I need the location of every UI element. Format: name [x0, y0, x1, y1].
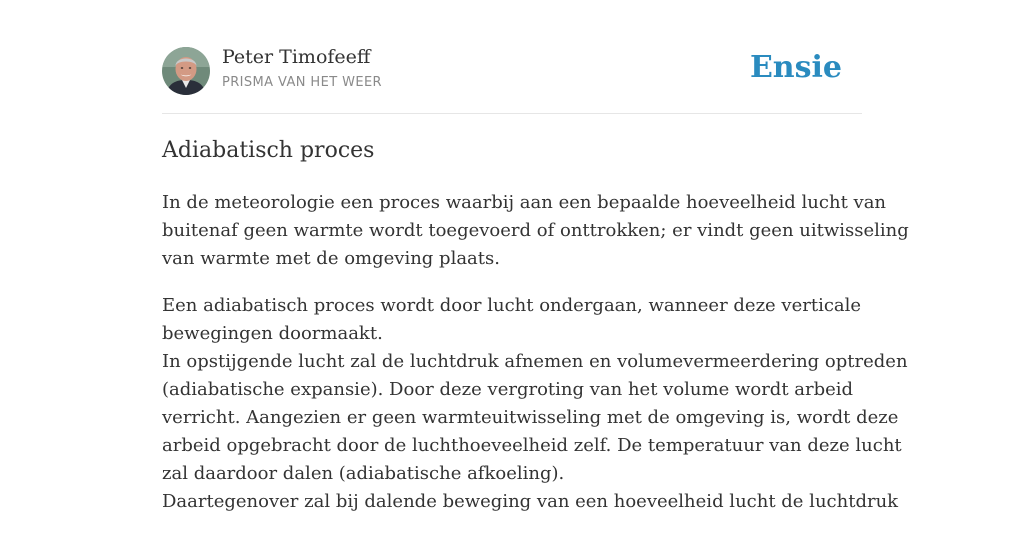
text-line: zal daardoor dalen (adiabatische afkoeling).: [162, 463, 565, 484]
text-line: arbeid opgebracht door de luchthoeveelheid zelf. De temperatuur van deze lucht: [162, 435, 902, 456]
text-line: In de meteorologie een proces waarbij aan een bepaalde hoeveelheid lucht van: [162, 192, 887, 213]
text-line: Een adiabatisch proces wordt door lucht ondergaan, wanneer deze verticale: [162, 295, 862, 316]
article-body: [162, 189, 909, 535]
article-header: [162, 0, 862, 114]
text-line: In opstijgende lucht zal de luchtdruk afnemen en volumevermeerdering optreden: [162, 351, 908, 372]
text-line: bewegingen doormaakt.: [162, 323, 383, 344]
text-line: (adiabatische expansie). Door deze vergroting van het volume wordt arbeid: [162, 379, 854, 400]
paragraph: [162, 292, 908, 516]
author-avatar[interactable]: [162, 47, 210, 95]
text-line: verricht. Aangezien er geen warmteuitwisseling met de omgeving is, wordt deze: [162, 407, 899, 428]
author-portrait-icon: [162, 47, 210, 95]
text-line: van warmte met de omgeving plaats.: [162, 248, 500, 269]
article-page: [162, 0, 909, 512]
publication-name[interactable]: PRISMA VAN HET WEER: [222, 75, 382, 90]
author-name[interactable]: Peter Timofeeff: [222, 46, 371, 68]
ensie-logo[interactable]: Ensie: [749, 50, 842, 85]
text-line: Daartegenover zal bij dalende beweging van een hoeveelheid lucht de luchtdruk: [162, 491, 899, 512]
paragraph: [162, 189, 909, 273]
article-title: Adiabatisch proces: [162, 138, 375, 163]
text-line: buitenaf geen warmte wordt toegevoerd of onttrokken; er vindt geen uitwisseling: [162, 220, 909, 241]
